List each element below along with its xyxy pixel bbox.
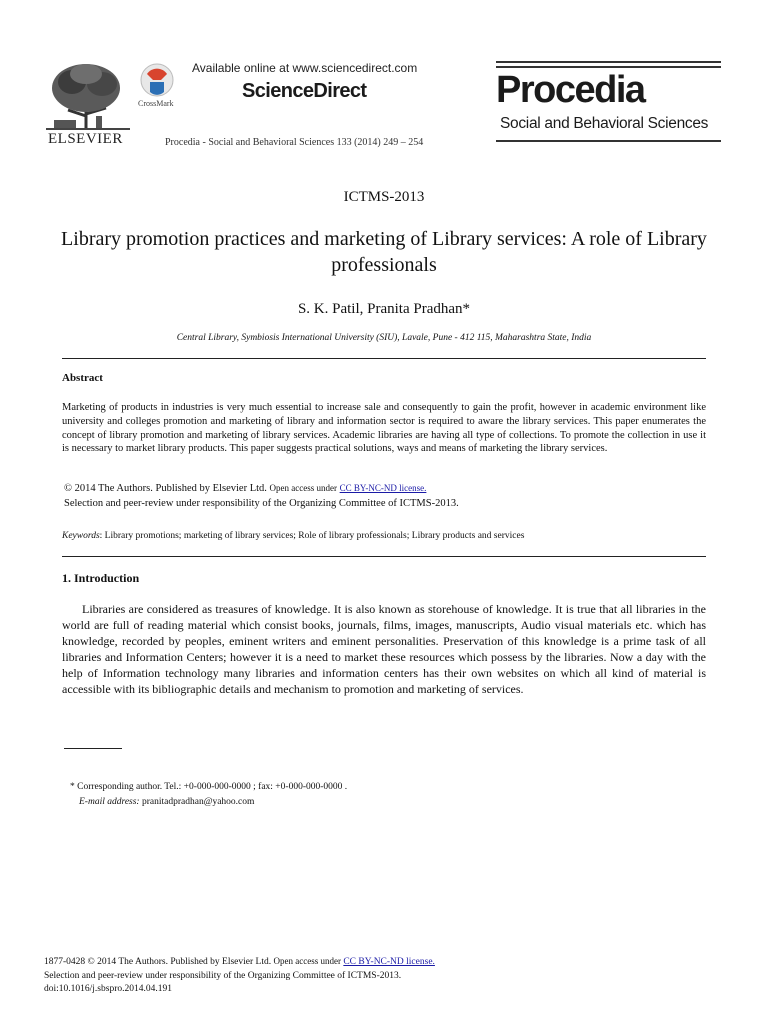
introduction-heading: 1. Introduction <box>62 571 140 585</box>
copyright-notice <box>64 481 704 511</box>
affiliation: Central Library, Symbiosis International University (SIU), Lavale, Pune - 412 115, Maharashtra State, India <box>176 333 592 343</box>
open-access-text: Open access under <box>269 483 338 493</box>
procedia-subtitle: Social and Behavioral Sciences <box>500 115 709 132</box>
keywords-text: : Library promotions; marketing of library services; Role of library professionals; Library products and services <box>99 531 525 541</box>
peer-review-text: Selection and peer-review under responsibility of the Organizing Committee of ICTMS-2013. <box>64 498 459 509</box>
journal-citation: Procedia - Social and Behavioral Sciences 133 (2014) 249 – 254 <box>165 137 424 148</box>
sciencedirect-logo: ScienceDirect <box>242 80 367 102</box>
divider-top <box>62 358 706 359</box>
available-online-text: Available online at www.sciencedirect.com <box>192 61 418 75</box>
divider-bottom <box>62 556 706 557</box>
email-note <box>79 797 254 807</box>
footer-peer-review: Selection and peer-review under responsibility of the Organizing Committee of ICTMS-2013. <box>44 970 402 981</box>
footer-doi[interactable]: doi:10.1016/j.sbspro.2014.04.191 <box>44 984 172 994</box>
procedia-top-rule-2 <box>496 66 721 68</box>
authors: S. K. Patil, Pranita Pradhan* <box>297 301 471 317</box>
procedia-bottom-rule <box>496 140 721 142</box>
procedia-top-rule <box>496 61 721 63</box>
email-label: E-mail address: <box>79 797 140 807</box>
keywords <box>62 531 706 541</box>
footer-copyright: 1877-0428 © 2014 The Authors. Published by Elsevier Ltd. <box>44 957 272 967</box>
footnote-rule <box>64 748 122 749</box>
page-footer <box>44 955 724 997</box>
abstract-text: Marketing of products in industries is very much essential to increase sale and consequently to gain the profit, however in academic environment like university and colleges promotion and marketing of library and information sector is required to aware the library services. This paper enumerates the concept of library promotion and marketing of library services. Academic libraries are having all type of collections. To promote the collection in use it is necessary to market library products. This paper suggests practical solutions, ways and means of marketing the library services. <box>62 402 706 455</box>
copyright-text: © 2014 The Authors. Published by Elsevier Ltd. <box>64 483 267 494</box>
procedia-title: Procedia <box>496 69 645 111</box>
email-address[interactable]: pranitadpradhan@yahoo.com <box>141 797 255 807</box>
license-link[interactable]: CC BY-NC-ND license. <box>339 483 427 493</box>
footer-open-access: Open access under <box>273 956 341 966</box>
paper-title: Library promotion practices and marketing of Library services: A role of Library professionals <box>61 228 707 276</box>
introduction-text: Libraries are considered as treasures of knowledge. It is also known as storehouse of knowledge. It is true that all libraries in the world are full of reading material which consist books, journals, films, images, manuscripts, Audio visual materials etc. which has knowledge, recorded by peoples, eminent writers and eminent personalities. Preservation of this knowledge is a prime task of all libraries and Information Centers; however it is a need to market these resources which possess by the libraries. Now a day with the help of Information technology many libraries and information centers has their own websites on which all kind of material is accessible with its bibliographic details and mechanism to promotion and marketing of services. <box>62 602 706 696</box>
elsevier-wordmark: ELSEVIER <box>48 131 123 147</box>
crossmark-label: CrossMark <box>138 99 174 108</box>
conference-name: ICTMS-2013 <box>343 189 425 205</box>
keywords-label: Keywords <box>62 531 100 541</box>
corresponding-author-note: * Corresponding author. Tel.: +0-000-000-0000 ; fax: +0-000-000-0000 . <box>70 782 348 792</box>
footer-license-link[interactable]: CC BY-NC-ND license. <box>343 957 435 967</box>
abstract-heading: Abstract <box>62 372 103 384</box>
